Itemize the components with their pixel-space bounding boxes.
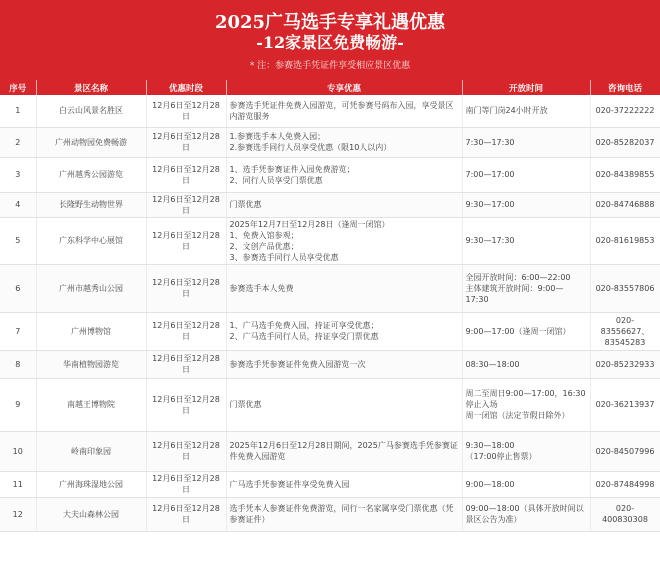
row-number: 7 [0,312,36,350]
table-row [0,497,660,531]
header-no: 序号 [0,80,36,95]
contact-phone: 020-83557806 [590,264,660,312]
header-hours: 开放时间 [462,80,590,95]
offer-period: 12月6日至12月28日 [146,497,226,531]
offer-detail: 门票优惠 [226,192,462,217]
opening-hours: 9:30—18:00 （17:00停止售票） [462,431,590,471]
opening-hours: 7:00—17:00 [462,157,590,192]
offer-detail: 选手凭本人参赛证件免费游览，同行一名家属享受门票优惠（凭参赛证件） [226,497,462,531]
table-row [0,95,660,127]
offer-detail: 广马选手凭参赛证件享受免费入园 [226,471,462,497]
offer-period: 12月6日至12月28日 [146,157,226,192]
opening-hours: 08:30—18:00 [462,350,590,378]
header-offer: 专享优惠 [226,80,462,95]
offer-period: 12月6日至12月28日 [146,264,226,312]
offer-detail: 2025年12月6日至12月28日期间，2025广马参赛选手凭参赛证件免费入园游览 [226,431,462,471]
opening-hours: 9:00—18:00 [462,471,590,497]
row-number: 6 [0,264,36,312]
contact-phone: 020-36213937 [590,378,660,431]
venue-name: 长隆野生动物世界 [36,192,146,217]
row-number: 8 [0,350,36,378]
opening-hours: 全园开放时间：6:00—22:00 主体建筑开放时间：9:00—17:30 [462,264,590,312]
row-number: 10 [0,431,36,471]
row-number: 2 [0,127,36,157]
venue-name: 岭南印象园 [36,431,146,471]
offer-period: 12月6日至12月28日 [146,431,226,471]
table-row [0,471,660,497]
venue-name: 华南植物园游览 [36,350,146,378]
table-row [0,264,660,312]
offer-period: 12月6日至12月28日 [146,312,226,350]
contact-phone: 020-84507996 [590,431,660,471]
offer-detail: 参赛选手本人免费 [226,264,462,312]
venue-name: 广州动物园免费畅游 [36,127,146,157]
row-number: 3 [0,157,36,192]
table-row [0,192,660,217]
table-row [0,312,660,350]
row-number: 4 [0,192,36,217]
opening-hours: 7:30—17:30 [462,127,590,157]
venue-name: 广东科学中心展馆 [36,217,146,264]
offer-detail: 参赛选手凭证件免费入园游览，可凭参赛号码布入园，享受景区内游览服务 [226,95,462,127]
table-row [0,157,660,192]
offer-period: 12月6日至12月28日 [146,192,226,217]
banner-note: * 注：参赛选手凭证件享受相应景区优惠 [249,61,411,71]
offer-detail: 参赛选手凭参赛证件免费入园游览一次 [226,350,462,378]
venue-name: 白云山风景名胜区 [36,95,146,127]
venue-name: 大夫山森林公园 [36,497,146,531]
table-header-row [0,80,660,95]
contact-phone: 020-84389855 [590,157,660,192]
offer-period: 12月6日至12月28日 [146,127,226,157]
opening-hours: 9:30—17:30 [462,217,590,264]
offer-period: 12月6日至12月28日 [146,350,226,378]
contact-phone: 020-81619853 [590,217,660,264]
page-subtitle: -12家景区免费畅游- [256,33,404,52]
page-title: 2025广马选手专享礼遇优惠 [214,12,446,33]
venue-name: 广州市越秀山公园 [36,264,146,312]
contact-phone: 020-87484998 [590,471,660,497]
table-row [0,378,660,431]
offer-period: 12月6日至12月28日 [146,95,226,127]
offer-detail: 门票优惠 [226,378,462,431]
row-number: 12 [0,497,36,531]
header-period: 优惠时段 [146,80,226,95]
table-row [0,217,660,264]
row-number: 1 [0,95,36,127]
contact-phone: 020-83556627、83545283 [590,312,660,350]
row-number: 9 [0,378,36,431]
row-number: 11 [0,471,36,497]
offer-detail: 1.参赛选手本人免费入园； 2.参赛选手同行人员享受优惠（限10人以内） [226,127,462,157]
contact-phone: 020-84746888 [590,192,660,217]
contact-phone: 020-85232933 [590,350,660,378]
offer-detail: 2025年12月7日至12月28日（逢周一闭馆） 1、免费入馆参观； 2、文创产品优惠； 3、参赛选手同行人员享受优惠 [226,217,462,264]
header-name: 景区名称 [36,80,146,95]
opening-hours: 09:00—18:00（具体开放时间以景区公告为准） [462,497,590,531]
opening-hours: 9:00—17:00（逢周一闭馆） [462,312,590,350]
offer-period: 12月6日至12月28日 [146,378,226,431]
contact-phone: 020-85282037 [590,127,660,157]
opening-hours: 9:30—17:00 [462,192,590,217]
venue-name: 广州博物馆 [36,312,146,350]
contact-phone: 020-400830308 [590,497,660,531]
table-row [0,431,660,471]
offer-period: 12月6日至12月28日 [146,217,226,264]
offers-table [0,80,660,532]
contact-phone: 020-37222222 [590,95,660,127]
offer-detail: 1、广马选手免费入园，持证可享受优惠； 2、广马选手同行人员，持证享受门票优惠 [226,312,462,350]
opening-hours: 周二至周日9:00—17:00，16:30停止入场 周一闭馆（法定节假日除外） [462,378,590,431]
venue-name: 广州越秀公园游览 [36,157,146,192]
table-row [0,127,660,157]
offer-period: 12月6日至12月28日 [146,471,226,497]
offer-detail: 1、选手凭参赛证件入园免费游览； 2、同行人员享受门票优惠 [226,157,462,192]
title-banner [0,0,660,80]
row-number: 5 [0,217,36,264]
venue-name: 广州海珠湿地公园 [36,471,146,497]
header-phone: 咨询电话 [590,80,660,95]
table-row [0,350,660,378]
venue-name: 南越王博物院 [36,378,146,431]
opening-hours: 南门等门岗24小时开放 [462,95,590,127]
